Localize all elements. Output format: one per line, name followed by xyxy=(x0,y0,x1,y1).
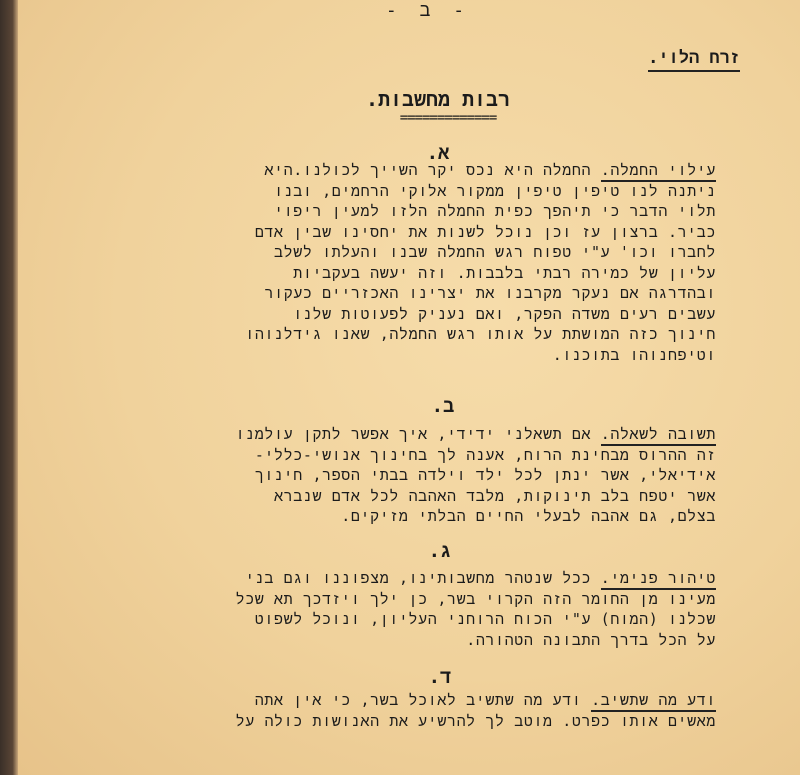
paragraph-line: לחברו וכו' ע"י טפוח רגש החמלה שבנו והעלתו לשלב xyxy=(274,243,716,261)
paragraph-line: עילוי החמלה. החמלה היא נכס יקר השייך לכולנו.היא xyxy=(86,160,716,181)
paragraph-line: ניתנה לנו טיפין טיפין ממקור אלוקי הרחמים, ובנו xyxy=(274,181,716,200)
section-letter-b: ב. xyxy=(431,395,455,417)
section-b-paragraph xyxy=(86,424,716,527)
section-b-heading: תשובה לשאלה. xyxy=(601,425,716,446)
paragraph-line: ובהדרגה אם נעקר מקרבנו את יצרינו האכזריים כעקור xyxy=(264,284,716,302)
paragraph-line: כביר. ברצון עז וכן נוכל לשנות את יחסינו שבין אדם xyxy=(254,222,716,241)
paragraph-line: מאשים אותו כפרט. מוטב לך להרשיע את האנושות כולה על xyxy=(235,711,716,730)
paragraph-line: אשר יטפח בלב תינוקות, מלבד האהבה לכל אדם שנברא xyxy=(274,486,716,505)
section-a-paragraph xyxy=(86,160,716,365)
section-c-heading: טיהור פנימי. xyxy=(601,569,716,590)
paragraph-line: עליון של כמירה רבתי בלבבות. וזה יעשה בעקביות xyxy=(293,263,716,282)
paragraph-line: מעינו מן החומר הזה הקרוי בשר, כן ילך ויזדכך תא שכל xyxy=(235,589,716,608)
section-letter-d: ד. xyxy=(428,666,452,688)
paragraph-line: עשבים רעים משדה הפקר, ואם נעניק לפעוטות שלנו xyxy=(293,304,716,323)
page-title: רבות מחשבות. xyxy=(365,87,511,111)
section-letter-a: א. xyxy=(426,142,450,164)
book-binding xyxy=(0,0,18,775)
paragraph-line: שכלנו (המוח) ע"י הכוח הרוחני העליון, ונוכל לשפוט xyxy=(254,610,716,628)
document-page xyxy=(18,0,800,775)
paragraph-line: בצלם, גם אהבה לבעלי החיים הבלתי מזיקים. xyxy=(341,507,716,525)
paragraph-line: וטיפחנוהו בתוכנו. xyxy=(552,345,716,364)
title-underline: ============= xyxy=(399,110,497,126)
paragraph-line: תלוי הדבר כי תיהפך כפית החמלה הלזו למעין ריפוי xyxy=(274,202,716,220)
section-d-paragraph xyxy=(86,690,716,731)
paragraph-line: טיהור פנימי. ככל שנטהר מחשבותינו, מצפוננו וגם בני xyxy=(86,568,716,589)
paragraph-line: אידיאלי, אשר ינתן לכל ילד וילדה בבתי הספר, חינוך xyxy=(254,466,716,484)
paragraph-line: על הכל בדרך התבונה הטהורה. xyxy=(466,630,716,649)
paragraph-line: תשובה לשאלה. אם תשאלני ידידי, איך אפשר לתקן עולמנו xyxy=(86,424,716,445)
paragraph-line: ודע מה שתשיב. ודע מה שתשיב לאוכל בשר, כי אין אתה xyxy=(86,690,716,711)
author-name: זרח הלוי. xyxy=(648,48,740,72)
section-letter-c: ג. xyxy=(428,540,452,562)
section-a-heading: עילוי החמלה. xyxy=(601,161,716,182)
paragraph-line: חינוך כזה המושתת על אותו רגש החמלה, שאנו גידלנוהו xyxy=(245,325,716,343)
section-c-paragraph xyxy=(86,568,716,650)
section-d-heading: ודע מה שתשיב. xyxy=(591,691,716,712)
paragraph-line: זה ההרוס מבחינת הרוח, אענה לך בחינוך אנושי-כללי- xyxy=(254,445,716,464)
page-number: - ב - xyxy=(385,0,471,21)
